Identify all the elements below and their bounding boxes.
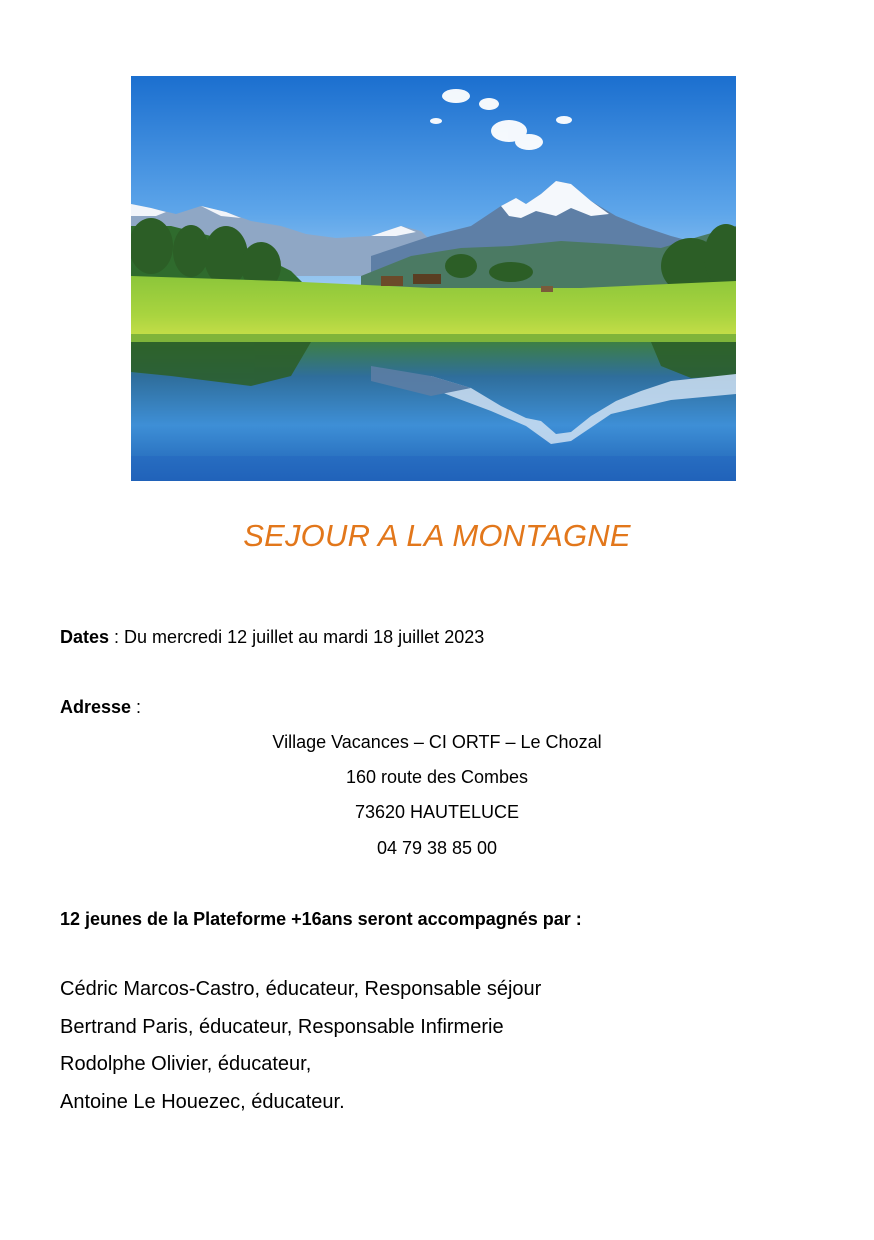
page-title: SEJOUR A LA MONTAGNE — [243, 518, 631, 553]
staff-item: Antoine Le Houezec, éducateur. — [60, 1091, 345, 1113]
address-line-venue: Village Vacances – CI ORTF – Le Chozal — [272, 732, 602, 752]
mountain-lake-image — [131, 76, 736, 481]
address-line-city: 73620 HAUTELUCE — [354, 802, 520, 822]
hero-image — [131, 76, 736, 481]
address-line-street: 160 route des Combes — [345, 767, 529, 787]
staff-item: Bertrand Paris, éducateur, Responsable Infirmerie — [60, 1016, 504, 1038]
staff-item: Rodolphe Olivier, éducateur, — [60, 1053, 312, 1075]
address-heading — [60, 696, 141, 718]
dates-separator: : — [109, 627, 125, 647]
staff-item: Cédric Marcos-Castro, éducateur, Responsable séjour — [60, 978, 542, 1000]
address-separator: : — [131, 697, 142, 717]
dates-label: Dates — [60, 627, 110, 647]
dates-line — [60, 626, 484, 648]
participants-heading: 12 jeunes de la Plateforme +16ans seront accompagnés par : — [60, 909, 582, 929]
address-line-phone: 04 79 38 85 00 — [376, 838, 498, 858]
address-label: Adresse — [60, 697, 132, 717]
dates-value: Du mercredi 12 juillet au mardi 18 juillet 2023 — [124, 627, 485, 647]
